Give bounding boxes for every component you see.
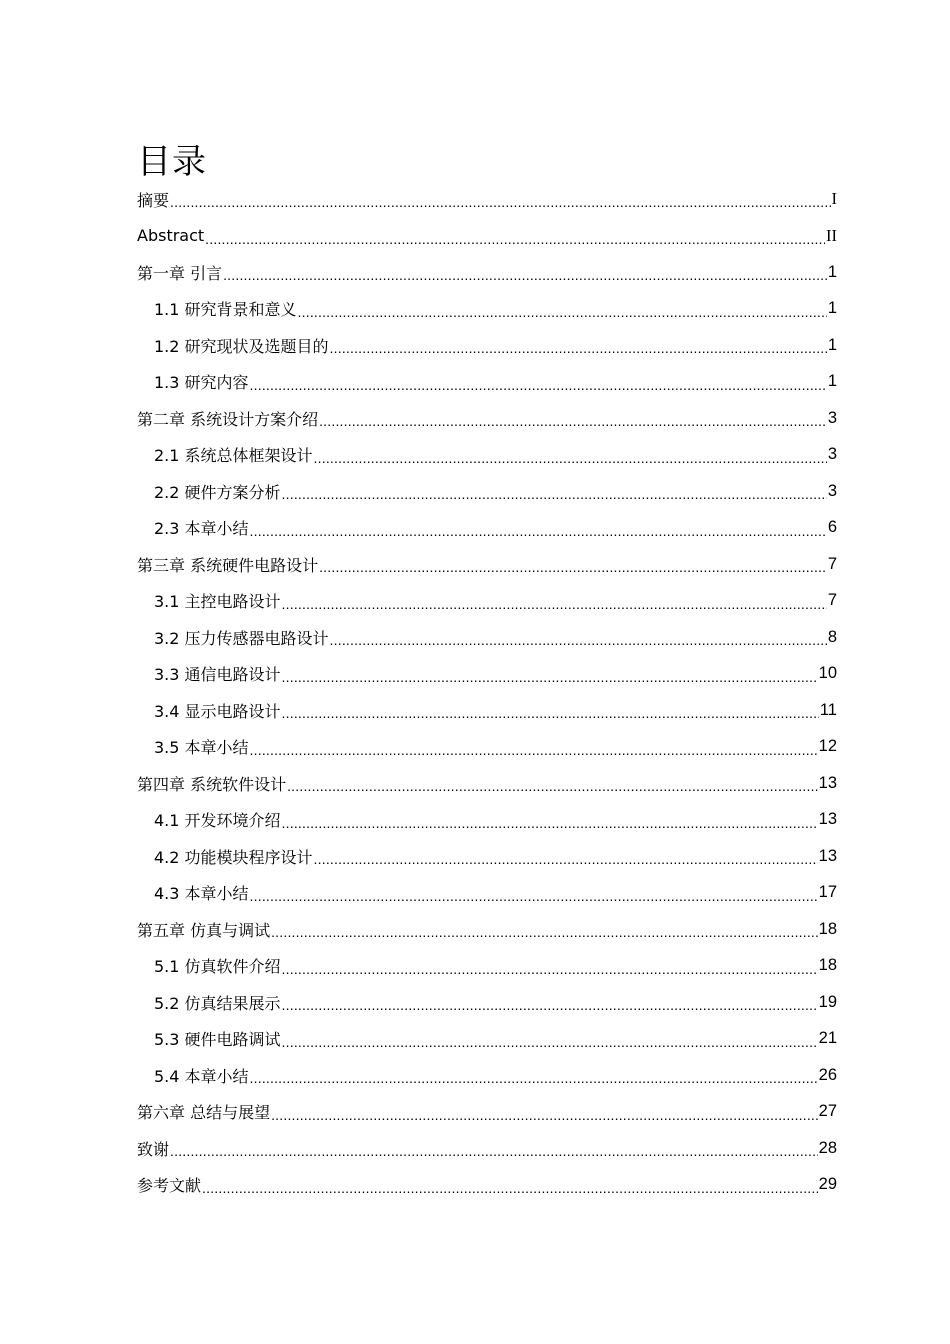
toc-entry[interactable]	[137, 1094, 837, 1131]
toc-page-number: 11	[819, 700, 837, 719]
toc-entry-label: 第六章 总结与展望	[137, 1103, 271, 1123]
toc-entry[interactable]	[137, 948, 837, 985]
toc-entry-label: 2.2 硬件方案分析	[154, 482, 281, 502]
toc-entry-label: 第二章 系统设计方案介绍	[137, 409, 319, 429]
toc-entry[interactable]	[137, 583, 837, 620]
toc-dot-leader	[170, 192, 830, 212]
toc-dot-leader	[282, 1032, 818, 1052]
toc-entry-label: 2.3 本章小结	[154, 519, 249, 539]
toc-page-number: 18	[818, 956, 837, 975]
toc-entry-label: 5.3 硬件电路调试	[154, 1030, 281, 1050]
toc-entry-label: 5.2 仿真结果展示	[154, 993, 281, 1013]
toc-entry-label: 5.1 仿真软件介绍	[154, 957, 281, 977]
toc-dot-leader	[271, 922, 818, 942]
toc-entry-label: 参考文献	[137, 1176, 202, 1196]
toc-page-number: 1	[827, 299, 837, 318]
toc-entry-label: 第一章 引言	[137, 263, 223, 283]
toc-dot-leader	[314, 849, 818, 869]
toc-entry-label: 2.1 系统总体框架设计	[154, 446, 313, 466]
toc-dot-leader	[319, 411, 827, 431]
toc-entry-label: 3.4 显示电路设计	[154, 701, 281, 721]
toc-dot-leader	[282, 667, 818, 687]
toc-entry[interactable]	[137, 364, 837, 401]
toc-entry[interactable]	[137, 218, 837, 255]
toc-page-number: 21	[818, 1029, 837, 1048]
toc-dot-leader	[282, 484, 827, 504]
toc-dot-leader	[282, 703, 819, 723]
toc-entry-label: 致谢	[137, 1139, 170, 1159]
toc-page-number: 8	[827, 627, 837, 646]
toc-page-number: 1	[827, 335, 837, 354]
toc-entry-label: 1.3 研究内容	[154, 373, 249, 393]
toc-entry[interactable]	[137, 619, 837, 656]
toc-entry[interactable]	[137, 546, 837, 583]
toc-entry-label: 3.5 本章小结	[154, 738, 249, 758]
toc-entry[interactable]	[137, 254, 837, 291]
toc-entry[interactable]	[137, 291, 837, 328]
toc-dot-leader	[330, 630, 827, 650]
toc-page-number: 26	[818, 1065, 837, 1084]
toc-entry[interactable]	[137, 473, 837, 510]
toc-title: 目录	[137, 142, 207, 182]
toc-entry[interactable]	[137, 692, 837, 729]
toc-entry[interactable]	[137, 181, 837, 218]
toc-page-number: 1	[827, 262, 837, 281]
toc-entry[interactable]	[137, 875, 837, 912]
toc-page-number: 17	[818, 883, 837, 902]
toc-dot-leader	[205, 229, 825, 249]
toc-page-number: 12	[818, 737, 837, 756]
toc-dot-leader	[282, 995, 818, 1015]
toc-entry[interactable]	[137, 656, 837, 693]
toc-entry-label: 第四章 系统软件设计	[137, 774, 287, 794]
toc-page-number: 1	[827, 372, 837, 391]
toc-page-number: 3	[827, 481, 837, 500]
toc-entry-label: 第五章 仿真与调试	[137, 920, 271, 940]
toc-entry-label: 4.3 本章小结	[154, 884, 249, 904]
toc-entry[interactable]	[137, 437, 837, 474]
toc-entry-label: 1.1 研究背景和意义	[154, 300, 297, 320]
toc-entry[interactable]	[137, 1167, 837, 1204]
toc-entry[interactable]	[137, 765, 837, 802]
toc-entry-label: 3.1 主控电路设计	[154, 592, 281, 612]
toc-dot-leader	[287, 776, 818, 796]
toc-page-number: 19	[818, 992, 837, 1011]
toc-dot-leader	[282, 594, 827, 614]
toc-dot-leader	[250, 886, 818, 906]
toc-dot-leader	[250, 521, 827, 541]
toc-entry[interactable]	[137, 1021, 837, 1058]
toc-page-number: 10	[818, 664, 837, 683]
toc-page-number: 29	[818, 1175, 837, 1194]
toc-entry-label: 4.2 功能模块程序设计	[154, 847, 313, 867]
toc-entry[interactable]	[137, 729, 837, 766]
toc-page-number: 13	[818, 773, 837, 792]
toc-entry[interactable]	[137, 327, 837, 364]
toc-entry[interactable]	[137, 838, 837, 875]
toc-entry[interactable]	[137, 400, 837, 437]
table-of-contents	[137, 181, 837, 1203]
toc-page-number: II	[826, 225, 837, 245]
toc-dot-leader	[319, 557, 827, 577]
toc-entry-label: 第三章 系统硬件电路设计	[137, 555, 319, 575]
toc-dot-leader	[314, 448, 827, 468]
toc-entry[interactable]	[137, 984, 837, 1021]
toc-dot-leader	[223, 265, 827, 285]
toc-page-number: 3	[827, 445, 837, 464]
toc-dot-leader	[271, 1105, 818, 1125]
toc-page-number: 13	[818, 846, 837, 865]
toc-entry-label: 1.2 研究现状及选题目的	[154, 336, 329, 356]
toc-entry-label: 3.3 通信电路设计	[154, 665, 281, 685]
toc-entry[interactable]	[137, 510, 837, 547]
toc-page-number: 28	[818, 1138, 837, 1157]
toc-page-number: 13	[818, 810, 837, 829]
toc-dot-leader	[250, 375, 827, 395]
toc-entry[interactable]	[137, 1130, 837, 1167]
toc-page-number: 7	[827, 554, 837, 573]
toc-dot-leader	[282, 959, 818, 979]
toc-page-number: 3	[827, 408, 837, 427]
toc-dot-leader	[250, 1068, 818, 1088]
toc-entry-label: Abstract	[137, 226, 205, 246]
toc-entry[interactable]	[137, 1057, 837, 1094]
toc-page-number: I	[831, 189, 837, 209]
toc-entry[interactable]	[137, 802, 837, 839]
toc-page-number: 27	[818, 1102, 837, 1121]
toc-entry[interactable]	[137, 911, 837, 948]
toc-page-number: 18	[818, 919, 837, 938]
toc-dot-leader	[282, 813, 818, 833]
toc-entry-label: 摘要	[137, 190, 170, 210]
toc-entry-label: 4.1 开发环境介绍	[154, 811, 281, 831]
toc-entry-label: 5.4 本章小结	[154, 1066, 249, 1086]
toc-dot-leader	[298, 302, 827, 322]
toc-dot-leader	[202, 1178, 818, 1198]
toc-dot-leader	[250, 740, 818, 760]
toc-page-number: 7	[827, 591, 837, 610]
toc-dot-leader	[170, 1141, 818, 1161]
toc-dot-leader	[330, 338, 827, 358]
toc-entry-label: 3.2 压力传感器电路设计	[154, 628, 329, 648]
toc-page-number: 6	[827, 518, 837, 537]
